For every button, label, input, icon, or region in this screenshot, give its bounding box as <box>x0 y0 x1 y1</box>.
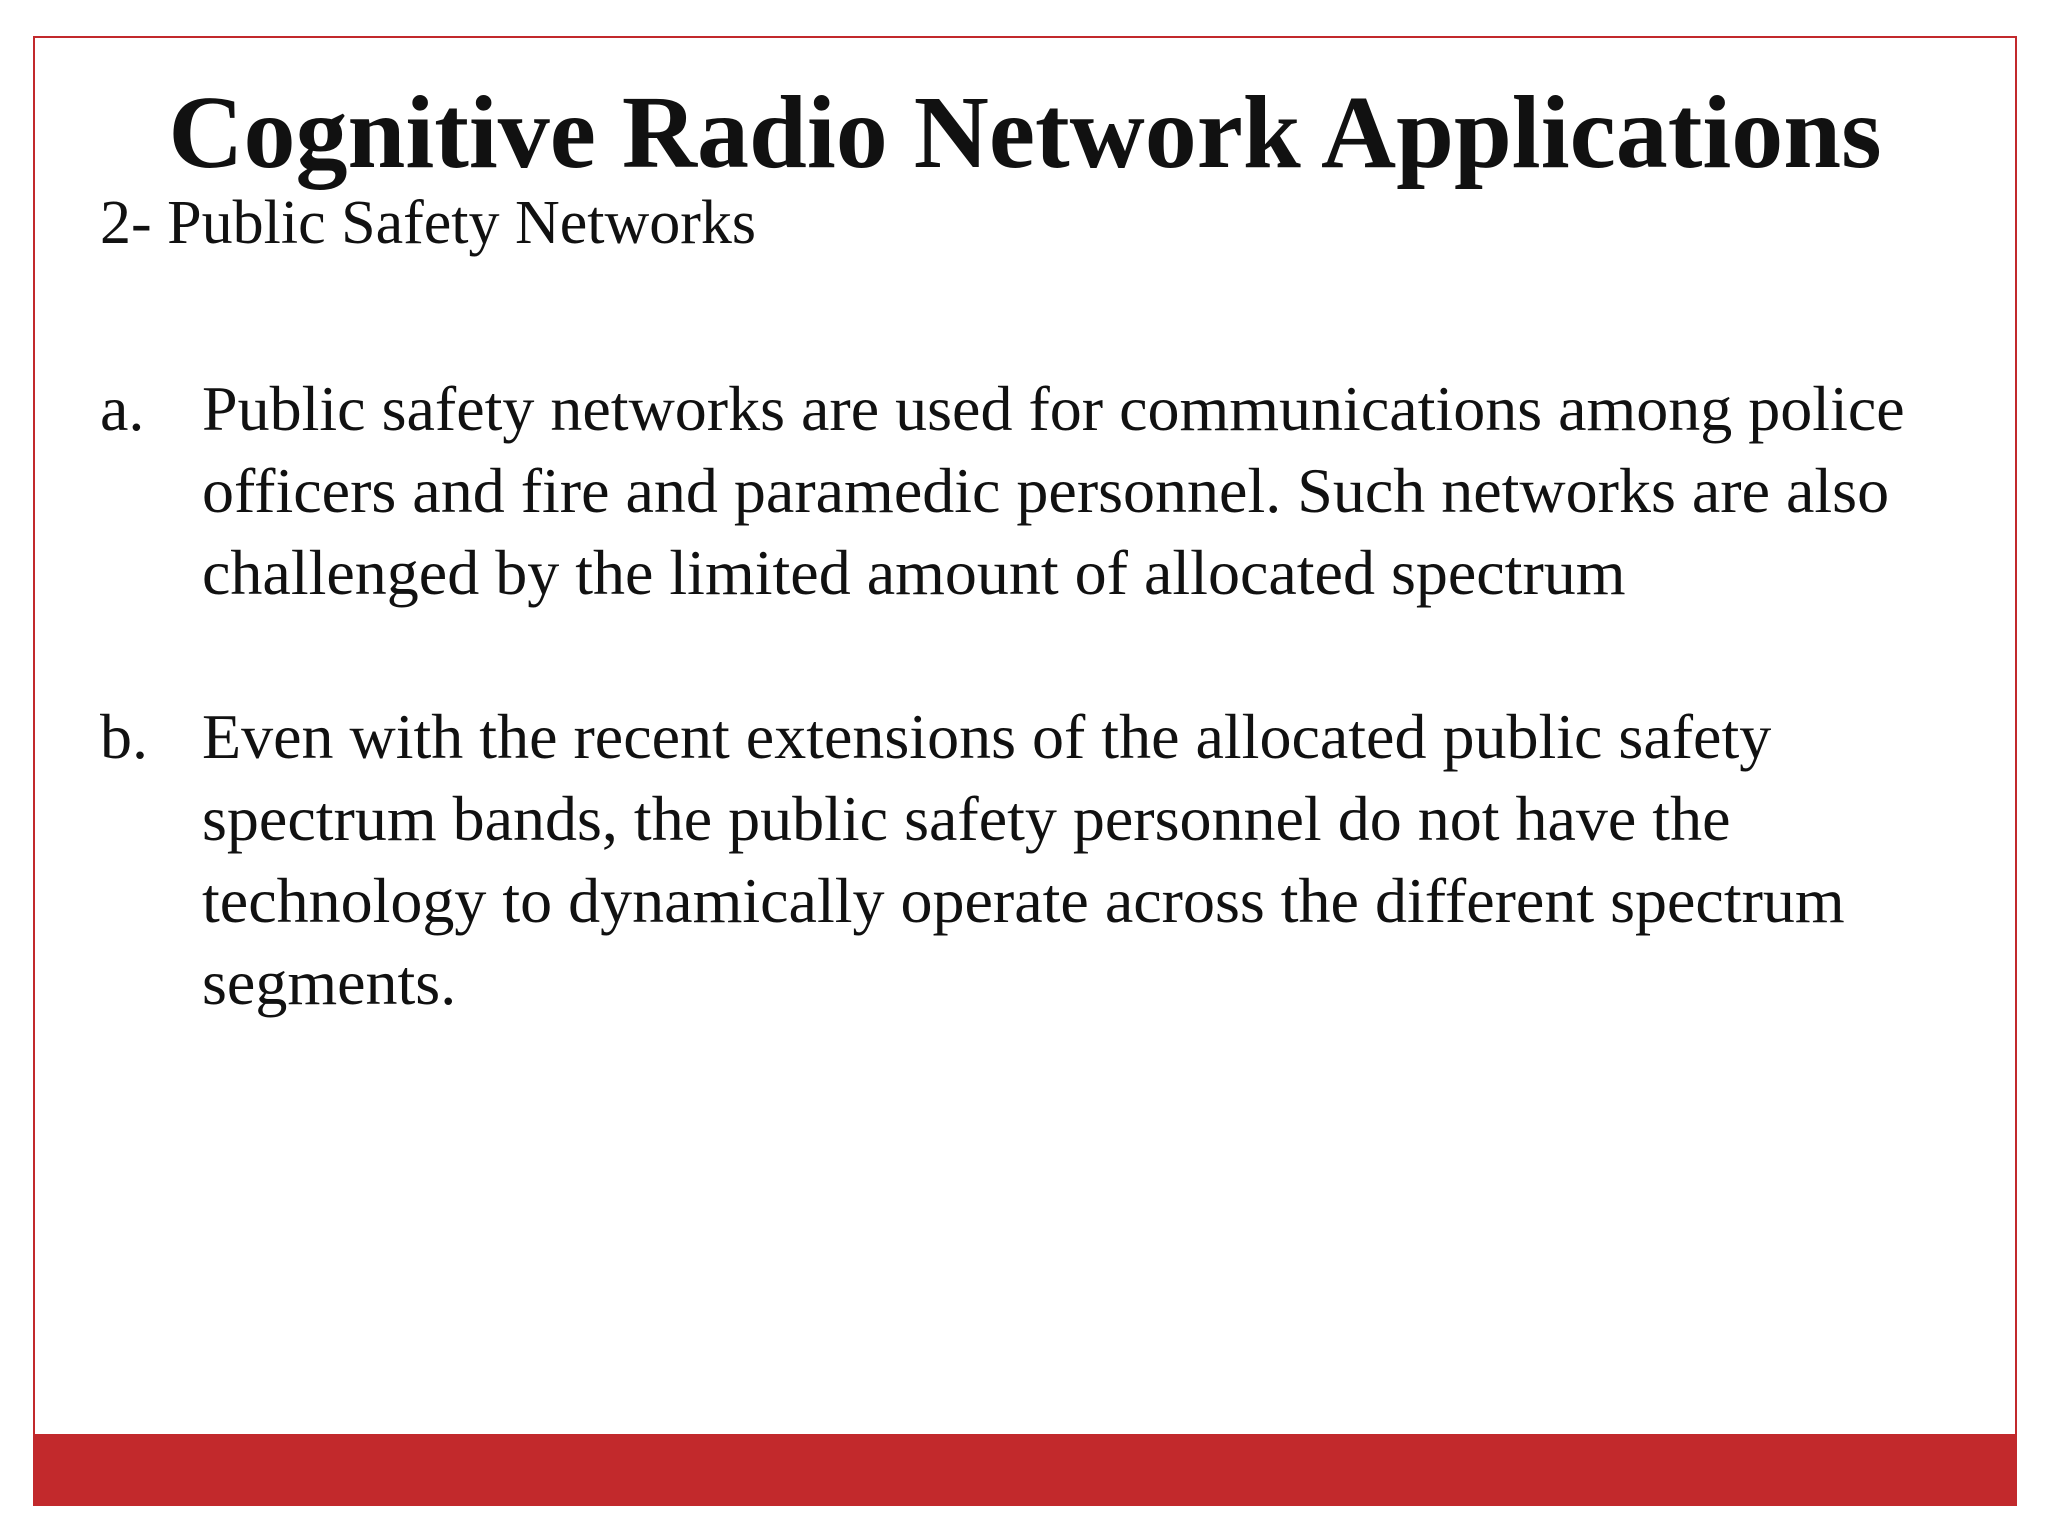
footer-accent-bar <box>35 1434 2015 1504</box>
slide-subtitle: 2- Public Safety Networks <box>100 189 757 257</box>
bullet-text: Even with the recent extensions of the allocated public safety spectrum bands, the public safety personnel do not have the technology to dynamically operate across the different spectrum segments. <box>202 701 1845 1018</box>
bullet-text: Public safety networks are used for communications among police officers and fire and paramedic personnel. Such networks are also challenged by the limited amount of allocated spectrum <box>202 373 1905 608</box>
list-item <box>100 368 1975 614</box>
list-item <box>100 696 1975 1024</box>
slide-frame <box>33 36 2017 1506</box>
bullet-marker: a. <box>100 373 145 444</box>
slide-title: Cognitive Radio Network Applications <box>168 75 1882 190</box>
bullet-list <box>100 368 1975 1106</box>
bullet-marker: b. <box>100 701 148 772</box>
